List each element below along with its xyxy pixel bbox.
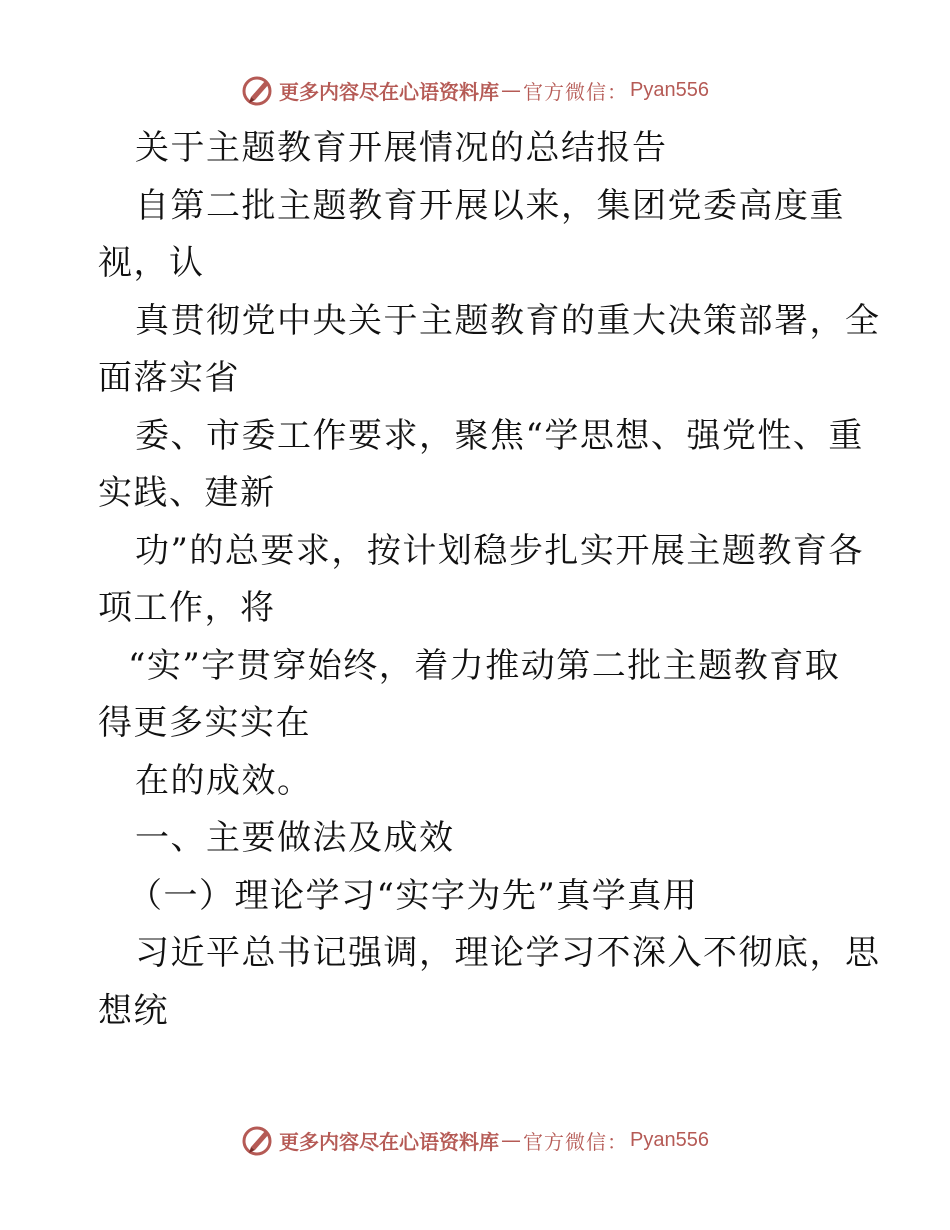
doc-line: 得更多实实在 — [98, 703, 311, 743]
section-heading: 一、主要做法及成效 — [135, 818, 455, 858]
doc-line: 实践、建新 — [98, 473, 276, 513]
doc-line: 委、市委工作要求，聚焦“学思想、强党性、重 — [135, 415, 864, 456]
doc-line: 在的成效。 — [135, 760, 313, 801]
subsection-heading: （一）理论学习“实字为先”真学真用 — [128, 875, 699, 916]
doc-title: 关于主题教育开展情况的总结报告 — [135, 128, 668, 168]
doc-line: 想统 — [98, 990, 169, 1031]
watermark-text: 更多内容尽在心语资料库 — [279, 79, 500, 104]
watermark-separator: — — [501, 1128, 522, 1152]
doc-line: 习近平总书记强调，理论学习不深入不彻底，思 — [135, 933, 881, 973]
doc-line: 真贯彻党中央关于主题教育的重大决策部署，全 — [135, 300, 881, 341]
doc-line: 项工作，将 — [98, 588, 276, 628]
watermark-wechat-id: Pyan556 — [630, 78, 709, 101]
doc-line: 视，认 — [98, 243, 205, 283]
watermark-wechat-id: Pyan556 — [630, 1128, 709, 1151]
document-body — [98, 120, 881, 1040]
watermark-banner-top — [0, 70, 950, 110]
watermark-wechat-label: 官方微信： — [523, 1129, 629, 1154]
watermark-text: 更多内容尽在心语资料库 — [279, 1129, 500, 1154]
watermark-wechat-label: 官方微信： — [523, 79, 629, 104]
doc-line: 面落实省 — [98, 358, 240, 398]
watermark-banner-bottom — [0, 1120, 950, 1160]
watermark-separator: — — [501, 78, 522, 102]
doc-line: 功”的总要求，按计划稳步扎实开展主题教育各 — [135, 530, 864, 571]
doc-line: 自第二批主题教育开展以来，集团党委高度重 — [135, 185, 845, 226]
pen-logo-icon — [241, 1123, 275, 1157]
doc-line: “实”字贯穿始终，着力推动第二批主题教育取 — [128, 645, 841, 686]
pen-logo-icon — [241, 73, 275, 107]
